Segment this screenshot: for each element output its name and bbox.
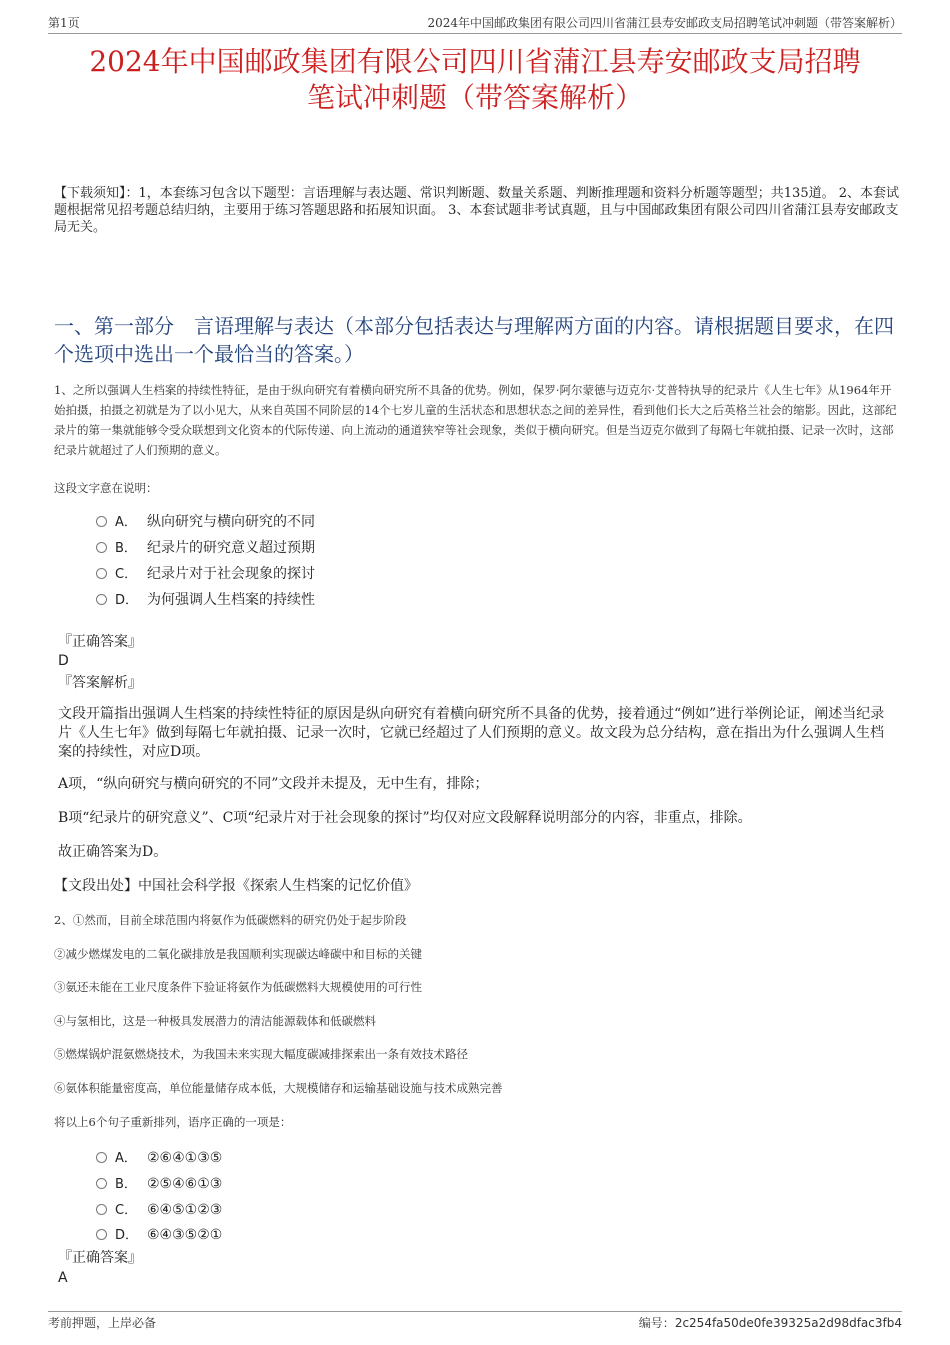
q2-option-d[interactable]: [96, 1225, 222, 1246]
section-heading: 一、第一部分 言语理解与表达（本部分包括表达与理解两方面的内容。请根据题目要求，在四个选项中选出一个最恰当的答案。）: [54, 314, 894, 366]
option-letter: C．: [115, 1203, 138, 1218]
q1-stem: 1、之所以强调人生档案的持续性特征，是由于纵向研究有着横向研究所不具备的优势。例如，保罗·阿尔蒙德与迈克尔·艾普特执导的纪录片《人生七年》从1964年开始拍摄，拍摄之初就是为了以小见大，从来自英国不同阶层的14个七岁儿童的生活状态和思想状态之间的差异性，看到他们长大之后英格兰社会的缩影。因此，这部纪录片的第一集就能够令受众联想到文化资本的代际传递、向上流动的通道狭窄等社会现象，类似于横向研究。但是当迈克尔做到了每隔七年就拍摄、记录一次时，这部纪录片就超过了人们预期的意义。: [54, 383, 897, 457]
option-text: 纪录片对于社会现象的探讨: [147, 566, 315, 582]
title-line-2: 笔试冲刺题（带答案解析）: [306, 81, 643, 114]
page-title: [40, 44, 910, 116]
option-letter: D．: [115, 593, 139, 608]
option-text: ②⑥④①③⑤: [147, 1150, 223, 1166]
radio-icon[interactable]: [96, 1152, 107, 1163]
page-header: [48, 14, 902, 32]
option-letter: A．: [115, 1151, 137, 1166]
download-notice: 【下载须知】：1，本套练习包含以下题型：言语理解与表达题、常识判断题、数量关系题、判断推理题和资料分析题等题型；共135道。 2、本套试题根据常见招考题总结归纳，主要用于练习答题思路和拓展知识面。 3、本套试题非考试真题，且与中国邮政集团有限公司四川省蒲江县寿安邮政支局无关。: [54, 186, 899, 235]
page-number: 第1页: [48, 16, 80, 30]
footer-slogan: 考前押题，上岸必备: [48, 1316, 157, 1330]
q1-analysis-option-a: A项，“纵向研究与横向研究的不同”文段并未提及，无中生有，排除；: [58, 776, 489, 792]
q1-option-b[interactable]: [96, 538, 315, 559]
q2-option-b[interactable]: [96, 1174, 222, 1195]
q2-sentence-6: ⑥氨体积能量密度高，单位能量储存成本低，大规模储存和运输基础设施与技术成熟完善: [54, 1081, 503, 1095]
q2-sentence-3: ③氨还未能在工业尺度条件下验证将氨作为低碳燃料大规模使用的可行性: [54, 980, 422, 994]
radio-icon[interactable]: [96, 542, 107, 553]
footer-code: [639, 1314, 902, 1331]
title-line-1: 2024年中国邮政集团有限公司四川省蒲江县寿安邮政支局招聘: [89, 45, 861, 78]
option-letter: B．: [115, 541, 137, 556]
q2-sentence-2: ②减少燃煤发电的二氧化碳排放是我国顺利实现碳达峰碳中和目标的关键: [54, 947, 422, 961]
q2-sentence-1: 2、①然而，目前全球范围内将氨作为低碳燃料的研究仍处于起步阶段: [54, 913, 407, 927]
q2-answer-label: 『正确答案』: [58, 1250, 142, 1266]
radio-icon[interactable]: [96, 1204, 107, 1215]
q1-analysis-conclusion: 故正确答案为D。: [58, 844, 168, 860]
q1-option-a[interactable]: [96, 512, 315, 533]
q1-analysis-label: 『答案解析』: [58, 675, 142, 691]
option-text: 为何强调人生档案的持续性: [147, 592, 315, 608]
q1-source: 【文段出处】中国社会科学报《探索人生档案的记忆价值》: [54, 878, 418, 894]
option-text: ⑥④⑤①②③: [147, 1202, 223, 1218]
radio-icon[interactable]: [96, 1178, 107, 1189]
option-text: 纵向研究与横向研究的不同: [147, 514, 315, 530]
radio-icon[interactable]: [96, 1229, 107, 1240]
radio-icon[interactable]: [96, 594, 107, 605]
q1-analysis-paragraph: 文段开篇指出强调人生档案的持续性特征的原因是纵向研究有着横向研究所不具备的优势，接着通过“例如”进行举例论证，阐述当纪录片《人生七年》做到每隔七年就拍摄、记录一次时，它就已经超过了人们预期的意义。故文段为总分结构，意在指出为什么强调人生档案的持续性，对应D项。: [58, 706, 885, 760]
header-doc-title: 2024年中国邮政集团有限公司四川省蒲江县寿安邮政支局招聘笔试冲刺题（带答案解析）: [427, 16, 902, 30]
q1-answer-label: 『正确答案』: [58, 634, 142, 650]
option-letter: D．: [115, 1228, 139, 1243]
footer-code-value: 2c254fa50de0fe39325a2d98dfac3fb4: [674, 1316, 902, 1330]
q1-option-d[interactable]: [96, 590, 315, 611]
option-text: ⑥④③⑤②①: [147, 1227, 223, 1243]
q1-option-c[interactable]: [96, 564, 315, 585]
q1-answer-value: D: [58, 653, 69, 669]
option-letter: A．: [115, 515, 137, 530]
q2-option-c[interactable]: [96, 1200, 222, 1221]
footer-divider: [48, 1311, 902, 1312]
radio-icon[interactable]: [96, 568, 107, 579]
option-letter: B．: [115, 1177, 137, 1192]
header-divider: [48, 33, 902, 34]
option-text: 纪录片的研究意义超过预期: [147, 540, 315, 556]
q2-option-a[interactable]: [96, 1148, 222, 1169]
q2-sentence-5: ⑤燃煤锅炉混氨燃烧技术，为我国未来实现大幅度碳减排探索出一条有效技术路径: [54, 1047, 468, 1061]
option-text: ②⑤④⑥①③: [147, 1176, 223, 1192]
radio-icon[interactable]: [96, 516, 107, 527]
q1-analysis-option-bc: B项“纪录片的研究意义”、C项“纪录片对于社会现象的探讨”均仅对应文段解释说明部分的内容，非重点，排除。: [58, 810, 752, 826]
q1-prompt: 这段文字意在说明：: [54, 481, 158, 495]
q2-prompt: 将以上6个句子重新排列，语序正确的一项是：: [54, 1115, 292, 1129]
q2-answer-value: A: [58, 1270, 68, 1286]
option-letter: C．: [115, 567, 138, 582]
footer-code-label: 编号：: [638, 1316, 675, 1330]
q2-sentence-4: ④与氢相比，这是一种极具发展潜力的清洁能源载体和低碳燃料: [54, 1014, 376, 1028]
